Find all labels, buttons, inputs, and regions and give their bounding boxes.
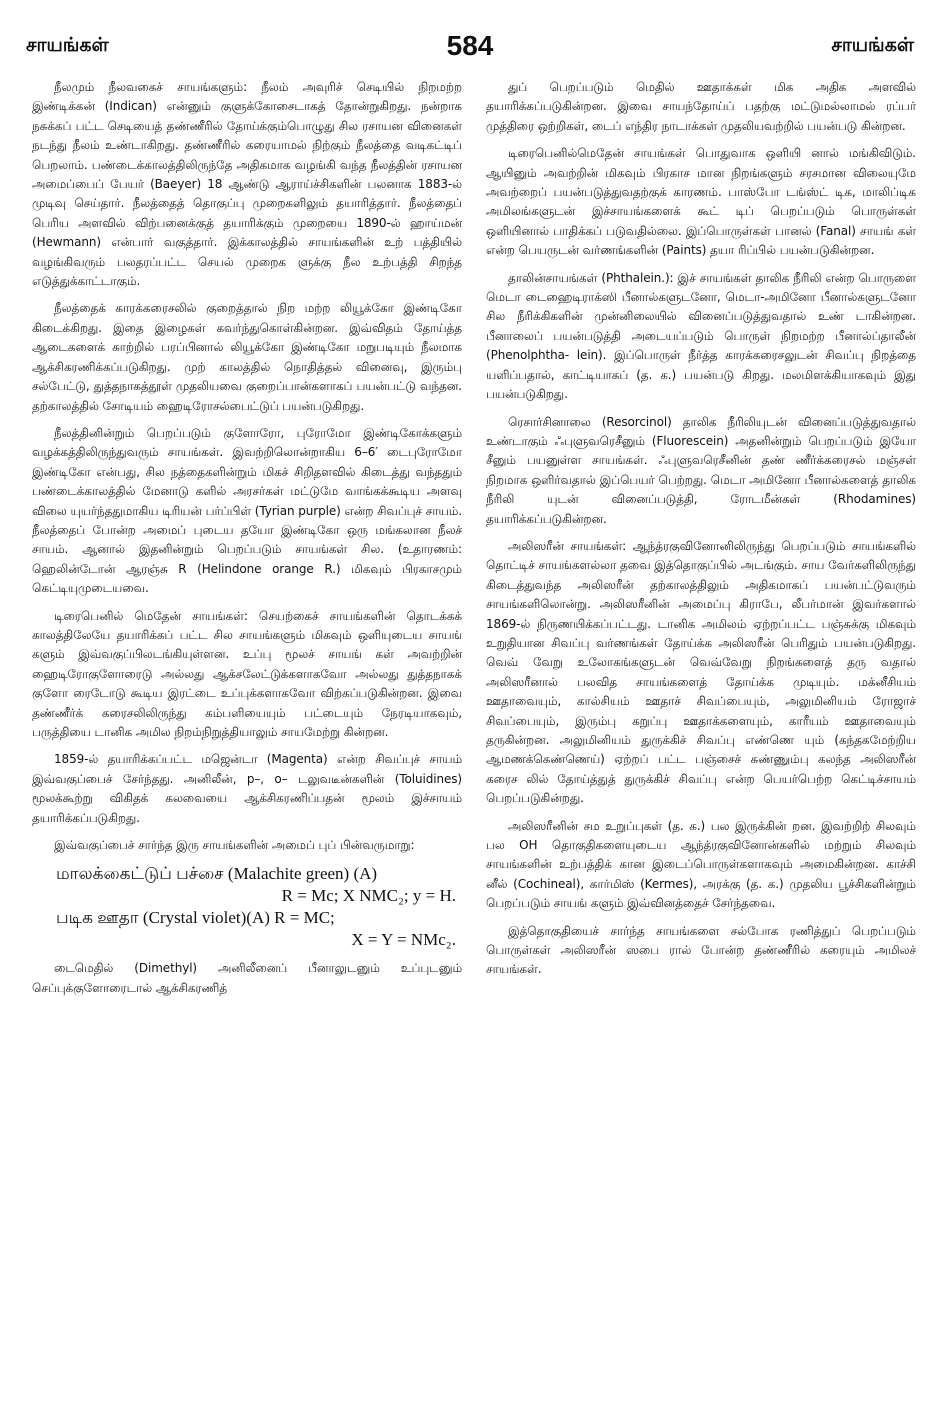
paragraph-sulfonation: இத்தொகுதியைச் சார்ந்த சாயங்களை சல்போக ரணித்துப் பெறப்படும் பொருள்கள் அலிஸரீன் ஸபை ரால் போன்ற தண்ணீரில் கரையும் அமிலச் சாயங்கள். — [486, 923, 916, 977]
formula-block — [32, 863, 462, 951]
paragraph-triphenylmethane: டிரைபெனில் மெதேன் சாயங்கள்: செயற்கைச் சாயங்களின் தொடக்கக் காலத்திலேயே தயாரிக்கப் பட்ட சில சாயங்களும் மிகவும் ஒளியுடைய சாயங் களும் இவ்வகுப்பிலடங்கியுள்ளன. உப்பு மூலச் சாயங் கள் அவற்றின் ஹைடிரோகுளோரைடு அல்லது ஆக்சலேட்டுக்களாகவோ அல்லது துத்தநாகக் குளோ ரைடோடு கூடிய இரட்டை உப்புக்களாகவோ விற்கப்படுகின்றன. இவை தண்ணீர்க் கரைசலிலிருந்து கம்பளியையும் பட்டையும் நேரடியாகவும், பருத்தியை டானிக அமில நிறம்நிறுத்தியாலும் சாயமேற்று கின்றன. — [32, 608, 462, 739]
formula-line-malachite-groups: R = Mc; X NMC₂; y = H. — [281, 886, 456, 906]
paragraph-phthalein: தாலின்சாயங்கள் (Phthalein.): இச் சாயங்கள் தாலிக நீரிலி என்ற பொருளை மெடா டைஹைடிராக்ஸி பீனால்களுடனோ, மெடா-அமினோ பீனால்களுடனோ சில நீரிக்கிகளின் முன்னிலையில் வினைப்படுத்துவதால் உண் டாகின்றன. பீனாலைப் பயன்படுத்தி அடையப்படும் பொருள் நிறமற்ற பீனால்ப்தாலீன் (Phenolphtha- lein). இப்பொருள் நீர்த்த காரக்கரைசலுடன் சிவப்பு நிறத்தை யளிப்பதால், காட்டியாகப் (த. க.) பயன்படு கிறது. மலமிளக்கியாகவும் இது பயன்படுகிறது. — [486, 270, 916, 402]
page-header — [26, 26, 914, 66]
right-column — [486, 78, 916, 1418]
paragraph-magenta: 1859-ல் தயாரிக்கப்பட்ட மஜென்டா (Magenta) என்ற சிவப்புச் சாயம் இவ்வகுப்பைச் சேர்ந்தது. அனிலீன், p–, o– டலுவடீன்களின் (Toluidines) மூலக்கூற்று விகிதக் கலவையை ஆக்சிகரணிப்பதன் மூலம் இச்சாயம் தயாரிக்கப்படுகிறது. — [32, 752, 462, 825]
page-number: 584 — [446, 30, 494, 61]
formula-line-crystal-violet: படிக ஊதா (Crystal violet)(A) R = MC; — [56, 908, 335, 928]
paragraph-methyl-violets: துப் பெறப்படும் மெதில் ஊதாக்கள் மிக அதிக அளவில் தயாரிக்கப்படுகின்றன. இவை சாயந்தோய்ப் பதற்கு மட்டுமல்லாமல் ரப்பர் முத்திரை ஒற்றிகள், டைப் எந்திர நாடாக்கள் முதலியவற்றில் பயன்படு கின்றன. — [486, 80, 916, 133]
paragraph-alizarin: அலிஸரீன் சாயங்கள்: ஆந்த்ரகுவினோனிலிருந்து பெறப்படும் சாயங்களில் தொட்டிச் சாயங்களல்லா தவை இத்தொகுப்பில் அடங்கும். சாய வேர்களிலிருந்து கிடைத்துவந்த அலிஸரீன் தற்காலத்திலும் அதிகமாகப் பயன்பட்டுவரும் சாயங்களிலொன்று. அலிஸரீனின் அமைப்பு கிராபே, லீபர்மான் இவர்களால் 1869-ல் நிருணயிக்கப்பட்டது. டானிக அமிலம் ஏற்றப்பட்ட பஞ்சுக்கு மிகவும் உறுதியான சிவப்பு வர்ணங்கள் தோய்க்க அலிஸரீன் பெரிதும் பயன்படுகிறது. வெவ் வேறு உலோகங்களுடன் வெவ்வேறு நிறங்களைத் தரு வதால் அலிஸரீனால் பலவித சாயங்களைத் தோய்க்க முடியும். மக்னீசியம் ஊதாவையும், கால்சியம் ஊதாச் சிவப்பையும், அலுமினியம் ரோஜாச் சிவப்பையும், இரும்பு கறுப்பு ஊதாக்களையும், காரீயம் ஊதாவையும் தருகின்றன. அலுமினியம் துருக்கிச் சிவப்பு எண்ணெ யும் (கந்தகமேற்றிய ஆமணக்கெண்ணெய்) ஏற்றப் பட்ட பஞ்சைச் சுண்ணும்பு கலந்த அலிஸரீன் கரைச லில் தோய்த்துத் துருக்கிச் சிவப்பு என்ற பெயர்பெற்ற கெட்டிச்சாயம் பெறப்படுகின்றது. — [486, 538, 916, 806]
paragraph-indigo: நீலமும் நீலவகைச் சாயங்களும்: நீலம் அவுரிச் செடியில் நிறமற்ற இண்டிக்கன் (Indican) என்னும் குளுக்கோசைடாகத் தோன்றுகிறது. நன்றாக நசுக்கப் பட்ட செடியைத் தண்ணீரில் தோய்க்கும்பொழுது சில ரசாயன வினைகள் நடந்து நீலம் உண்டாகிறது. தண்ணீரில் கரையாமல் நிற்கும் நீலத்தை வடிகட்டிப் பெறலாம். பண்டைக்காலத்திலிருந்தே அதிகமாக வழங்கி வந்த நீலத்தின் ரசாயன அமைப்பைப் பேயர் (Baeyer) 18 ஆண்டு ஆராய்ச்சிகளின் பலனாக 1883-ல் முடிவு செய்தார். நீலத்தைத் தொகுப்பு முறைகளிலும் தயாரித்தார். நீலத்தைப் பெரிய அளவில் விற்பனைக்குத் தயாரிக்கும் முறையை 1890-ல் ஹாய்மன் (Hewmann) என்பார் வகுத்தார். இக்காலத்தில் சாயங்களின் உற் பத்தியில் வழங்கிவரும் பலதரப்பட்ட செயல் முறைக ளுக்கு நீல உற்பத்தி சிறந்த எடுத்துக்காட்டாகும். — [32, 80, 462, 289]
paragraph-structures-intro: இவ்வகுப்பைச் சார்ந்த இரு சாயங்களின் அமைப் புப் பின்வருமாறு: — [54, 838, 415, 853]
formula-line-malachite: மாலக்கைட்டுப் பச்சை (Malachite green) (A) — [56, 864, 378, 884]
paragraph-fanal-colours: டிரைபெனில்மெதேன் சாயங்கள் பொதுவாக ஒளியி னால் மங்கிவிடும். ஆயினும் அவற்றின் மிகவும் பிரகாச மான நிறங்களும் சரசமான விலையுமே அவற்றைப் பயன்படுத்துவதற்குக் காரணம். பாஸ்போ டங்ஸ்ட் டிக, மாலிப்டிக அமிலங்களுடன் இச்சாயங்களைக் கூட் டிப் பெறப்படும் பொருள்கள் ஒளியினால் பாதிக்கப் படுவதில்லை. இப்பொருள்கள் பானல் (Fanal) சாயங் கள் என்ற பெயருடன் வர்ணங்களின் (Paints) தயா ரிப்பில் பயன்படுகின்றன. — [486, 146, 916, 258]
paragraph-fluorescein: ரெசார்சினாலை (Resorcinol) தாலிக நீரிலியுடன் வினைப்படுத்துவதால் உண்டாகும் ஃபுளுவரெசீனும் (Fluorescein) அதனின்றும் பெறப்படும் இயோ சீனும் பயனுள்ள சாயங்கள். ஃபுளுவரெசீனின் தண் ணீர்க்கரைசல் மஞ்சள் நிறமாக ஒளிர்வதால் இப்பெயர் பெற்றது. மெடா அமினோ பீனால்களைத் தாலிக நீரிலி யுடன் வினைப்படுத்தி, ரோடமீன்கள் (Rhodamines) தயாரிக்கப்படுகின்றன. — [486, 414, 916, 526]
paragraph-dimethyl: டைமெதில் (Dimethyl) அனிலீனைப் பீனாலுடனும் உப்புடனும் செப்புக்குளோரைடால் ஆக்சிகரணித் — [32, 961, 462, 995]
paragraph-alizarin-isomers: அலிஸரீனின் சம உறுப்புகள் (த. க.) பல இருக்கின் றன. இவற்றிற் சிலவும் பல OH தொகுதிகளையுடைய ஆந்த்ரகுவினோன்களில் மற்றும் சிலவும் சாயங்களின் உற்பத்திக் கான இடைப்பொருள்களாகவும் அமைகின்றன. காச்சி னீல் (Cochineal), கார்மிஸ் (Kermes), அரக்கு (த. க.) முதலிய பூச்சிகளின்றும் பெறப்படும் சாயங் களும் இவ்வினத்தைச் சேர்ந்தவை. — [486, 818, 916, 911]
left-column — [32, 78, 462, 1418]
paragraph-tyrian-purple: நீலத்தினின்றும் பெறப்படும் குளோரோ, புரோமோ இண்டிகோக்களும் வழக்கத்திலிருந்துவரும் சாயங்கள். இவற்றிலொன்றாகிய 6–6′ டைபுரோமோ இண்டிகோ என்பது, சில நத்தைகளின்றும் மிகச் சிறிதளவில் கிடைத்து வந்ததும் பண்டைக்காலத்தில் மேனாடு களில் அரசர்கள் மட்டுமே வாங்கக்கூடிய அளவு விலை யுயர்ந்ததுமாகிய டிரியன் பர்ப்பிள் (Tyrian purple) என்ற சிவப்புச் சாயம். நீலத்தைப் போன்ற அமைப் புடைய தயோ இண்டிகோ ஒரு மங்கலான நீலச் சாயம். ஆனால் இதனின்றும் பெறப்படும் சாயங்கள் சில. (உதாரணம்: ஹெலின்டோன் ஆரஞ்சு R (Helindone orange R.) மிகவும் பிரகாசமும் கெட்டியுமுடையவை. — [32, 425, 462, 596]
running-head-left: சாயங்கள் — [26, 33, 109, 56]
formula-line-crystal-violet-groups: X = Y = NMc₂. — [351, 930, 456, 950]
paragraph-leuco-indigo: நீலத்தைக் காரக்கரைசலில் குறைத்தால் நிற மற்ற லியூக்கோ இண்டிகோ கிடைக்கிறது. இதை இழைகள் கவர்ந்துகொள்கின்றன. இவ்விதம் தோய்த்த ஆடைகளைக் காற்றில் பரப்பினால் லியூக்கோ இண்டிகோ மறுபடியும் நீலமாக ஆக்சிகரணிக்கப்படுகிறது. முற் காலத்தில் நொதித்தல் வினைவு, இரும்பு சல்பேட்டு, துத்தநாகத்தூள் முதலியவை குறைப்பான்களாகப் பயன்பட்டு வந்தன. தற்காலத்தில் சோடியம் ஹைடிரோசல்பைட்டுப் பயன்படுகிறது. — [32, 301, 462, 413]
running-head-right: சாயங்கள் — [831, 33, 914, 56]
